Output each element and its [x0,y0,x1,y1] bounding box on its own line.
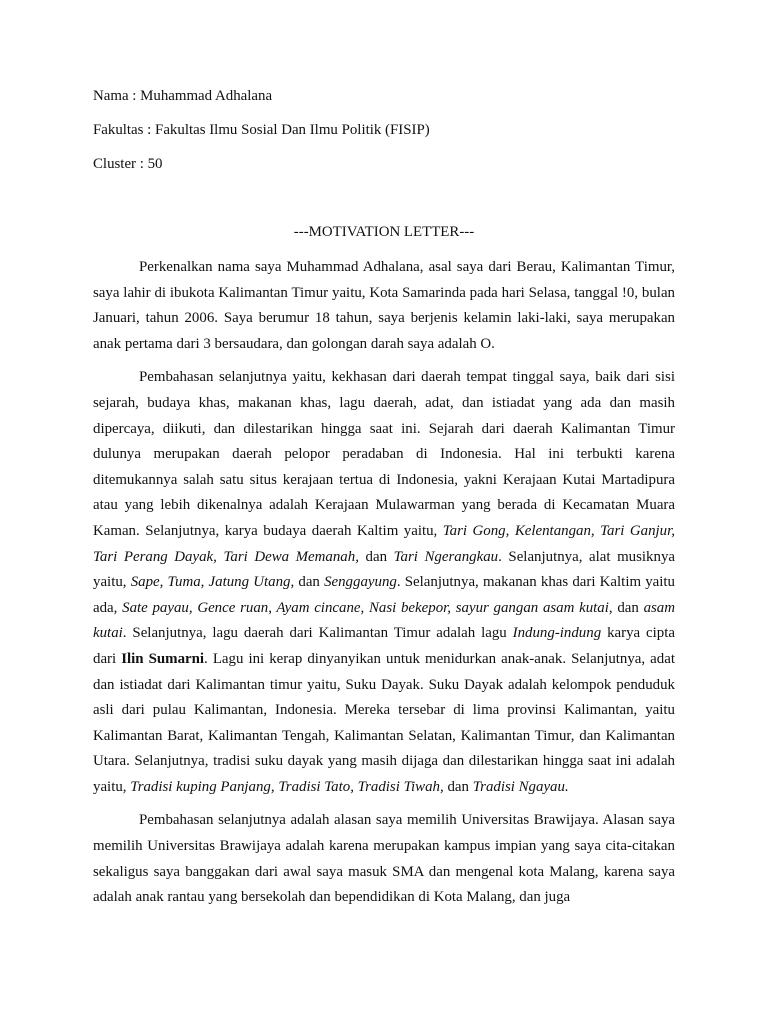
paragraph-text: Perkenalkan nama saya Muhammad Adhalana, asal saya dari Berau, Kalimantan Timur, saya lahir di ibukota Kalimantan Timur yaitu, Kota Samarinda pada hari Selasa, tanggal !0, bulan Januari, tahun 2006. Saya berumur 18 tahun, saya berjenis kelamin laki-laki, saya merupakan anak pertama dari 3 bersaudara, dan golongan darah saya adalah O. [93,259,675,352]
italic-text: Senggayung [324,574,397,591]
italic-text: Sate payau, Gence ruan, Ayam cincane, Nasi bekepor, sayur gangan asam kutai, [122,599,613,616]
italic-text: Tari Ngerangkau [393,548,499,565]
letter-paragraphs [93,255,675,911]
italic-text: asam kutai [93,599,676,642]
body-paragraph [93,365,675,800]
italic-text: Tari Gong, Kelentangan, Tari Ganjur, Tari Perang Dayak, Tari Dewa Memanah, [93,522,675,565]
italic-text: Indung-indung [512,625,602,642]
bold-text: Ilin Sumarni [121,650,205,667]
paragraph-text: dan [443,778,473,795]
faculty-field: Fakultas : Fakultas Ilmu Sosial Dan Ilmu Politik (FISIP) [93,122,430,138]
body-paragraph [93,255,675,357]
paragraph-text: . Selanjutnya, makanan khas dari Kaltim yaitu ada, [93,574,675,616]
name-field: Nama : Muhammad Adhalana [93,88,273,104]
paragraph-text: dan [294,574,325,591]
paragraph-text: Pembahasan selanjutnya adalah alasan saya memilih Universitas Brawijaya. Alasan saya memilih Universitas Brawijaya adalah karena merupakan kampus impian yang saya cita-citakan sekaligus saya banggakan dari awal saya masuk SMA dan mengenal kota Malang, karena saya adalah anak rantau yang bersekolah dan bependidikan di Kota Malang, dan juga [93,812,675,906]
body-paragraph [93,808,675,910]
paragraph-text: Pembahasan selanjutnya yaitu, kekhasan dari daerah tempat tinggal saya, baik dari sisi sejarah, budaya khas, makanan khas, lagu daerah, adat, dan istiadat yang ada dan masih dipercaya, diikuti, dan dilestarikan hingga saat ini. Sejarah dari daerah Kalimantan Timur dulunya merupakan daerah pelopor peradaban di Indonesia. Hal ini terbukti karena ditemukannya salah satu situs kerajaan tertua di Indonesia, yakni Kerajaan Kutai Martadipura atau yang lebih dikenalnya adalah Kerajaan Mulawarman yang berada di Kecamatan Muara Kaman. Selanjutnya, karya budaya daerah Kaltim yaitu, [93,369,675,539]
italic-text: Tradisi Ngayau. [472,778,569,795]
italic-text: Sape, Tuma, Jatung Utang, [130,574,295,591]
paragraph-text: . Selanjutnya, lagu daerah dari Kalimantan Timur adalah lagu [122,625,513,642]
letter-title: ---MOTIVATION LETTER--- [293,224,475,240]
paragraph-text: . Lagu ini kerap dinyanyikan untuk menidurkan anak-anak. Selanjutnya, adat dan istiadat dari Kalimantan timur yaitu, Suku Dayak. Suku Dayak adalah kelompok penduduk asli dari pulau Kalimantan, Indonesia. Mereka tersebar di lima provinsi Kalimantan, yaitu Kalimantan Barat, Kalimantan Tengah, Kalimantan Selatan, Kalimantan Timur, dan Kalimantan Utara. Selanjutnya, tradisi suku dayak yang masih dijaga dan dilestarikan hingga saat ini adalah yaitu, [93,650,675,795]
cluster-field: Cluster : 50 [93,156,163,172]
paragraph-text: . Selanjutnya, alat musiknya yaitu, [93,548,675,591]
paragraph-text: dan [612,599,644,616]
paragraph-text: karya cipta dari [93,625,675,667]
italic-text: Tradisi kuping Panjang, Tradisi Tato, Tradisi Tiwah, [130,778,444,795]
paragraph-text: dan [358,548,394,565]
document-body [93,86,675,911]
